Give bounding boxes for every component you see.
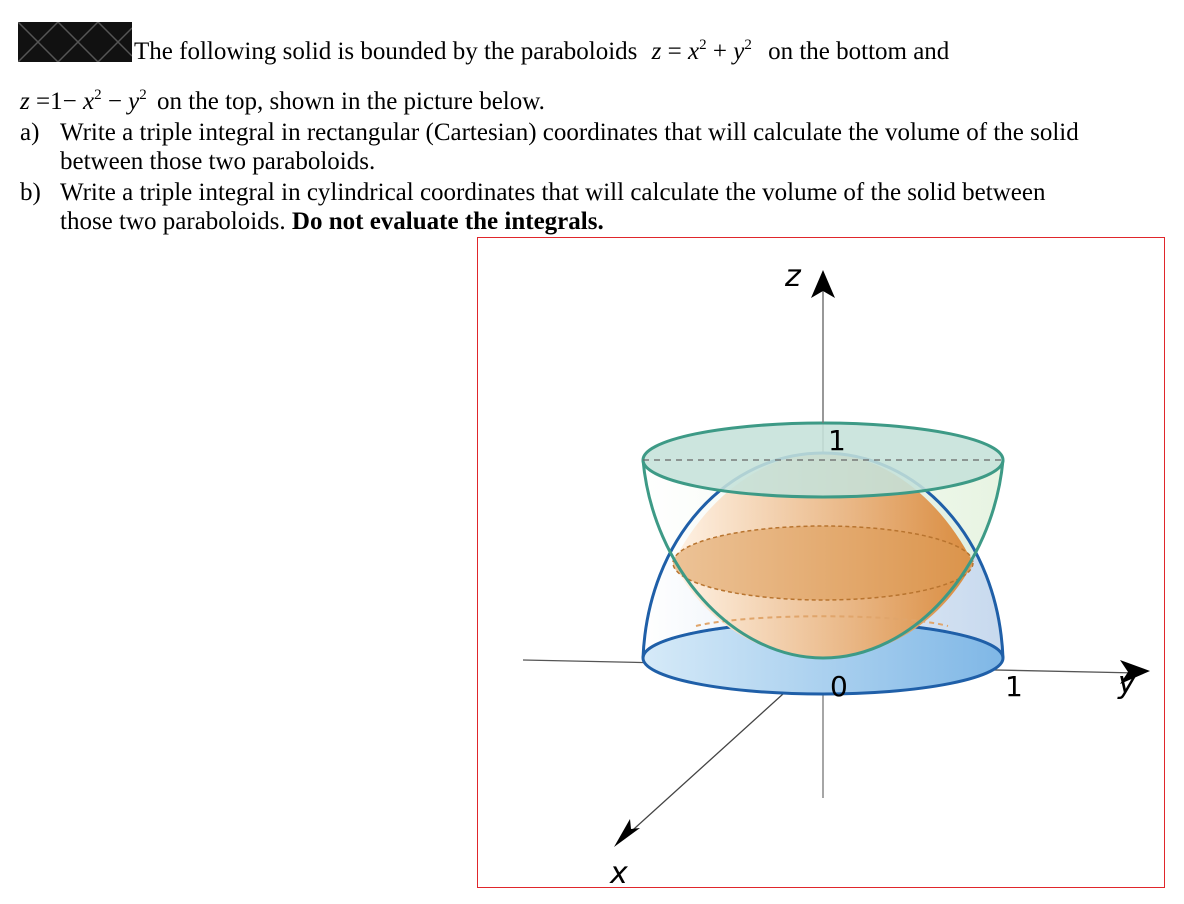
z-axis-label: z <box>785 259 801 294</box>
z-tick-one: 1 <box>828 424 846 457</box>
x-axis-label: x <box>610 856 628 888</box>
paraboloids-figure <box>478 238 1165 888</box>
intro-text-end: on the bottom and <box>768 38 950 65</box>
origin-label: 0 <box>830 670 848 703</box>
y-axis-label: y <box>1118 666 1136 701</box>
y-tick-one: 1 <box>1005 670 1023 703</box>
part-a-line-2: between those two paraboloids. <box>60 148 376 175</box>
top-surface-equation: $z =1- x^2 - y^2$ <box>20 87 147 115</box>
part-a-line-1: Write a triple integral in rectangular (Cartesian) coordinates that will calculate the volume of the solid <box>60 119 1079 146</box>
intro-line-1 <box>134 30 949 67</box>
intro-text: The following solid is bounded by the paraboloids <box>134 38 638 65</box>
redacted-header-block <box>18 22 132 62</box>
part-b-line-2-text: those two paraboloids. <box>60 208 286 235</box>
part-b-emphasis: Do not evaluate the integrals. <box>291 208 604 235</box>
intersection-curve <box>673 526 973 600</box>
part-b-marker: b) <box>20 179 41 206</box>
intro-line-2 <box>20 80 545 117</box>
part-b-line-1: Write a triple integral in cylindrical coordinates that will calculate the volume of the solid between <box>60 179 1046 206</box>
part-a-marker: a) <box>20 119 40 146</box>
bottom-surface-equation: $z = x^2 + y^2$ <box>651 37 752 65</box>
intro-line-2-text: on the top, shown in the picture below. <box>157 88 545 115</box>
figure-frame <box>477 237 1165 888</box>
part-b-line-2 <box>60 207 604 237</box>
x-axis-arrow-icon <box>614 819 640 847</box>
